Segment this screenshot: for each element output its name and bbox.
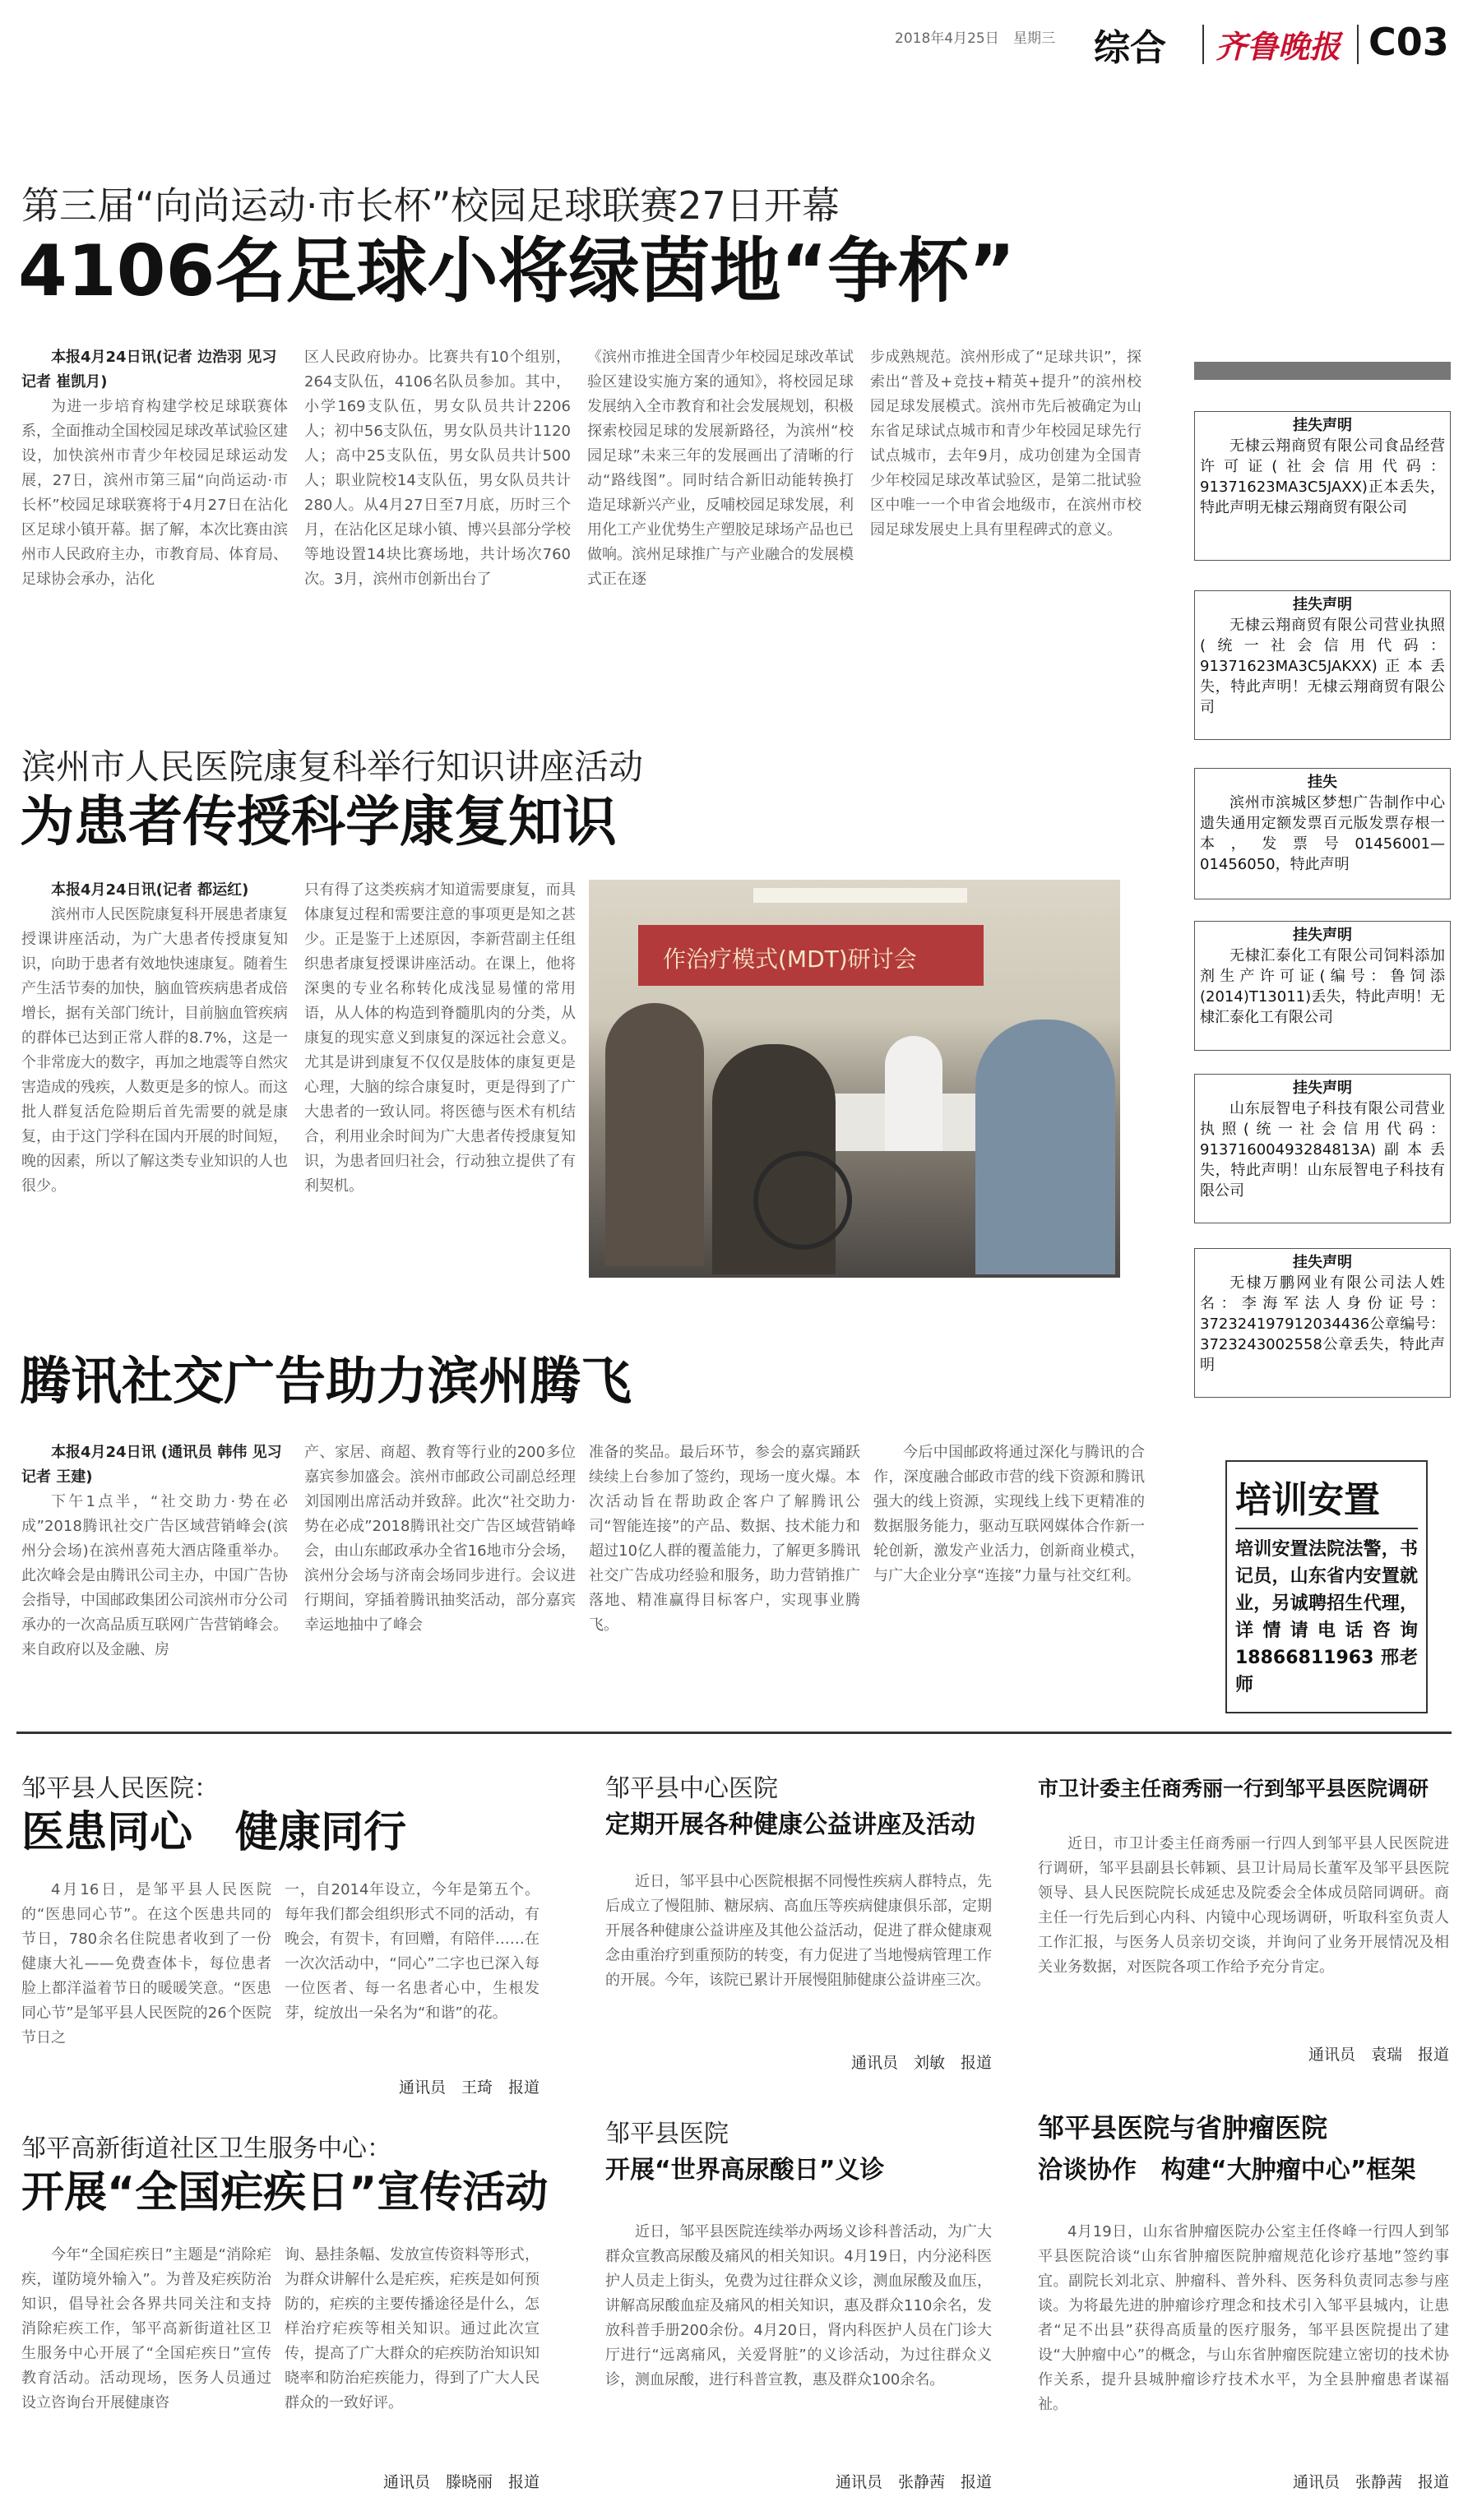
meeting-banner <box>638 925 984 986</box>
zp-b-col2: 询、悬挂条幅、发放宣传资料等形式，为群众讲解什么是疟疾，疟疾是如何预防的，疟疾的主要传播途径是什么，怎样治疗疟疾等相关知识。通过此次宣传，提高了广大群众的疟疾防治知识知晓率和防治疟疾能力，得到了广大人民群众的一致好评。 <box>285 2246 540 2411</box>
story3-col1 <box>21 1440 288 1720</box>
zp-c-kicker: 邹平县中心医院 <box>605 1774 778 1803</box>
notice-title: 挂失声明 <box>1293 596 1352 613</box>
notice-box <box>1194 768 1451 899</box>
story2-headline: 为患者传授科学康复知识 <box>20 790 617 853</box>
notice-column-bar <box>1194 362 1451 380</box>
doctor-figure <box>885 1036 942 1151</box>
story3-col4: 今后中国邮政将通过深化与腾讯的合作，深度融合邮政市营的线下资源和腾讯强大的线上资源，实现线上线下更精准的数据服务能力，驱动互联网媒体合作新一轮创新，激发产业活力，创新商业模式，与广大企业分享“连接”力量与社交红利。 <box>873 1444 1145 1584</box>
zp-f-body: 4月19日，山东省肿瘤医院办公室主任佟峰一行四人到邹平县医院洽谈“山东省肿瘤医院肿瘤规范化诊疗基地”签约事宜。副院长刘北京、肿瘤科、普外科、医务科负责同志参与座谈。为将最先进的肿瘤诊疗理念和技术引入邹平县城内，让患者“足不出县”获得高质量的医疗服务，邹平县医院提出了建设“大肿瘤中心”的概念，与山东省肿瘤医院建立密切的技术协作关系，提升县城肿瘤诊疗技术水平，为全县肿瘤患者谋福祉。 <box>1038 2223 1449 2413</box>
zp-a-credit: 通讯员 王琦 报道 <box>398 2078 540 2097</box>
masthead <box>0 0 1468 78</box>
section-rule <box>16 1732 1452 1734</box>
zp-a-col2: 一，自2014年设立，今年是第五个。每年我们都会组织形式不同的活动，有晚会，有贺卡，有回赠，有陪伴……在一次次活动中，“同心”二字也已深入每一位医者、每一名患者心中，生根发芽，绽放出一朵名为“和谐”的花。 <box>285 1881 540 2022</box>
story3-headline: 腾讯社交广告助力滨州腾飞 <box>20 1351 632 1411</box>
zp-f-kicker: 邹平县医院与省肿瘤医院 <box>1038 2112 1328 2143</box>
story2-byline: 本报4月24日讯(记者 都运红) <box>51 881 249 899</box>
notice-body: 滨州市滨城区梦想广告制作中心遗失通用定额发票百元版发票存根一本，发票号01456001—01456050，特此声明 <box>1200 794 1445 873</box>
notice-title: 挂失声明 <box>1293 1254 1352 1271</box>
paper-logo: 齐鲁晚报 <box>1216 28 1341 65</box>
notice-title: 挂失声明 <box>1293 1080 1352 1097</box>
story1-col2: 区人民政府协办。比赛共有10个组别，264支队伍，4106名队员参加。其中，小学169支队伍，男女队员共计2206人；初中56支队伍，男女队员共计1120人；高中25支队伍，男女队员共计500人；职业院校14支队伍，男女队员共计280人。从4月27日至7月底，历时三个月，在沾化区足球小镇、博兴县部分学校等地设置14块比赛场地，共计场次760次。3月，滨州市创新出台了 <box>304 349 571 588</box>
story1-col4: 步成熟规范。滨州形成了“足球共识”，探索出“普及+竞技+精英+提升”的滨州校园足球发展模式。滨州市先后被确定为山东省足球试点城市和青少年校园足球先行试点城市，去年9月，成功创建为全国青少年校园足球改革试验区，是第二批试验区中唯一一个申省会地级市，在滨州市校园足球发展史上具有里程碑式的意义。 <box>870 349 1142 539</box>
story2-col2: 只有得了这类疾病才知道需要康复，而具体康复过程和需要注意的事项更是知之甚少。正是鉴于上述原因，李新营副主任组织患者康复授课讲座活动。在课上，他将深奥的专业名称转化成浅显易懂的常用语，从人体的构造到脊髓肌肉的分类，从康复的现实意义到康复的深远社会意义。尤其是讲到康复不仅仅是肢体的康复更是心理，大脑的综合康复时，更是得到了广大患者的一致认同。将医德与医术有机结合，利用业余时间为广大患者传授康复知识，为患者回归社会，行动独立提供了有利契机。 <box>304 881 576 1195</box>
zp-d-headline: 开展“世界高尿酸日”义诊 <box>605 2156 885 2185</box>
wheelchair-wheel <box>753 1151 852 1250</box>
notice-title: 挂失声明 <box>1293 927 1352 944</box>
zp-b-col1: 今年“全国疟疾日”主题是“消除疟疾，谨防境外输入”。为普及疟疾防治知识，倡导社会各界共同关注和支持消除疟疾工作，邹平高新街道社区卫生服务中心开展了“全国疟疾日”宣传教育活动。活动现场，医务人员通过设立咨询台开展健康咨 <box>21 2246 271 2411</box>
notice-title: 挂失 <box>1308 774 1337 791</box>
story1-kicker: 第三届“向尚运动·市长杯”校园足球联赛27日开幕 <box>21 183 840 228</box>
story2-col1 <box>21 878 288 1339</box>
patient-figure <box>605 1003 704 1266</box>
story1-headline: 4106名足球小将绿茵地“争杯” <box>18 230 1016 312</box>
zp-d-credit: 通讯员 张静茜 报道 <box>835 2473 992 2491</box>
training-ad-body: 培训安置法院法警，书记员，山东省内安置就业，另诚聘招生代理，详情请电话咨询18866811963 邢老师 <box>1235 1539 1418 1695</box>
zp-b-kicker: 邹平高新街道社区卫生服务中心： <box>21 2134 391 2163</box>
zp-b-credit: 通讯员 滕晓丽 报道 <box>382 2473 540 2491</box>
section-name: 综合 <box>1094 27 1166 69</box>
story3-byline: 本报4月24日讯 (通讯员 韩伟 见习记者 王建) <box>21 1444 282 1486</box>
zp-e-body: 近日，市卫计委主任商秀丽一行四人到邹平县人民医院进行调研，邹平县副县长韩颖、县卫计局局长董军及邹平县医院领导、县人民医院院长成延忠及院委会全体成员陪同调研。商主任一行先后到心内科、内镜中心现场调研，听取科室负责人工作汇报，与医务人员亲切交谈，并询问了业务开展情况及相关业务数据，对医院各项工作给予充分肯定。 <box>1038 1835 1449 1976</box>
training-ad-title: 培训安置 <box>1235 1470 1418 1529</box>
zp-c-headline: 定期开展各种健康公益讲座及活动 <box>605 1810 975 1839</box>
zp-e-headline: 市卫计委主任商秀丽一行到邹平县医院调研 <box>1038 1777 1429 1801</box>
zp-a-headline: 医患同心 健康同行 <box>21 1808 407 1857</box>
notice-box <box>1194 1248 1451 1398</box>
notice-body: 无棣云翔商贸有限公司食品经营许可证(社会信用代码：91371623MA3C5JAXX)正本丢失，特此声明无棣云翔商贸有限公司 <box>1200 437 1445 516</box>
issue-date: 2018年4月25日 <box>895 30 999 47</box>
zp-a-col1: 4月16日，是邹平县人民医院的“医患同心节”。在这个医患共同的节日，780余名住院患者收到了一份健康大礼——免费查体卡，每位患者脸上都洋溢着节日的暖暖笑意。“医患同心节”是邹平县人民医院的26个医院节日之 <box>21 1881 271 2046</box>
notice-box <box>1194 590 1451 740</box>
patient-figure <box>975 1020 1115 1274</box>
zp-f-headline: 洽谈协作 构建“大肿瘤中心”框架 <box>1038 2156 1416 2185</box>
issue-weekday: 星期三 <box>1013 30 1055 47</box>
story1-col3: 《滨州市推进全国青少年校园足球改革试验区建设实施方案的通知》，将校园足球发展纳入全市教育和社会发展规划，积极探索校园足球的发展新路径，为滨州“校园足球”未来三年的发展画出了清晰的行动“路线图”。同时结合新旧动能转换打造足球新兴产业，反哺校园足球发展，利用化工产业优势生产塑胶足球场产品也已做响。滨州足球推广与产业融合的发展模式正在逐 <box>587 349 854 588</box>
zp-a-kicker: 邹平县人民医院： <box>21 1774 219 1803</box>
zp-b-headline: 开展“全国疟疾日”宣传活动 <box>21 2168 549 2217</box>
banner-text: 作治疗模式(MDT)研讨会 <box>663 946 917 973</box>
zp-f-credit: 通讯员 张静茜 报道 <box>1292 2473 1449 2491</box>
notice-box <box>1194 1074 1451 1223</box>
story3-col2: 产、家居、商超、教育等行业的200多位嘉宾参加盛会。滨州市邮政公司副总经理刘国刚出席活动并致辞。此次“社交助力·势在必成”2018腾讯社交广告区域营销峰会，由山东邮政承办全省16地市分会场，滨州分会场与济南会场同步进行。会议进行期间，穿插着腾讯抽奖活动，部分嘉宾幸运地抽中了峰会 <box>304 1444 576 1634</box>
notice-body: 无棣万鹏网业有限公司法人姓名：李海军法人身份证号：372324197912034436公章编号：3723243002558公章丢失，特此声明 <box>1200 1274 1445 1374</box>
notice-body: 山东辰智电子科技有限公司营业执照(统一社会信用代码：91371600493284813A)副本丢失，特此声明！山东辰智电子科技有限公司 <box>1200 1100 1445 1200</box>
ceiling-light <box>753 888 967 903</box>
zp-d-body: 近日，邹平县医院连续举办两场义诊科普活动，为广大群众宣教高尿酸及痛风的相关知识。4月19日，内分泌科医护人员走上街头，免费为过往群众义诊，测血尿酸及血压，讲解高尿酸血症及痛风的相关知识，惠及群众110余名，发放科普手册200余份。4月20日，肾内科医护人员在门诊大厅进行“远离痛风，关爱肾脏”的义诊活动，为过往群众义诊，测血尿酸，进行科普宣教，惠及群众100余名。 <box>605 2223 992 2388</box>
divider-line <box>1202 25 1204 64</box>
story1-text: 为进一步培育构建学校足球联赛体系，全面推动全国校园足球改革试验区建设，加快滨州市青少年校园足球运动发展，27日，滨州市第三届“向尚运动·市长杯”校园足球联赛将于4月27日在沾化区足球小镇开幕。据了解，本次比赛由滨州市人民政府主办，市教育局、体育局、足球协会承办，沾化 <box>21 398 288 588</box>
story2-kicker: 滨州市人民医院康复科举行知识讲座活动 <box>21 747 644 787</box>
story1-col1 <box>21 345 288 682</box>
notice-box <box>1194 411 1451 561</box>
zp-e-credit: 通讯员 袁瑞 报道 <box>1308 2046 1449 2064</box>
notice-body: 无棣汇泰化工有限公司饲料添加剂生产许可证(编号：鲁饲添(2014)T13011)丢失，特此声明！无棣汇泰化工有限公司 <box>1200 947 1445 1026</box>
zp-c-credit: 通讯员 刘敏 报道 <box>850 2054 992 2072</box>
training-ad <box>1225 1460 1428 1713</box>
notice-box <box>1194 921 1451 1051</box>
story3-col3: 准备的奖品。最后环节，参会的嘉宾踊跃续续上台参加了签约，现场一度火爆。本次活动旨在帮助政企客户了解腾讯公司“智能连接”的产品、数据、技术能力和超过10亿人群的覆盖能力，了解更多腾讯社交广告成功经验和服务，助力营销推广落地、精准赢得目标客户，实现事业腾飞。 <box>589 1444 860 1634</box>
story3-text: 下午1点半，“社交助力·势在必成”2018腾讯社交广告区域营销峰会(滨州分会场)在滨州喜苑大酒店隆重举办。此次峰会是由腾讯公司主办，中国广告协会指导，中国邮政集团公司滨州市分公司承办的一次高品质互联网广告营销峰会。来自政府以及金融、房 <box>21 1493 288 1658</box>
page-number: C03 <box>1368 20 1449 64</box>
story2-text: 滨州市人民医院康复科开展患者康复授课讲座活动，为广大患者传授康复知识，向助于患者有效地快速康复。随着生产生活节奏的加快，脑血管疾病患者成倍增长，据有关部门统计，目前脑血管疾病的群体已达到正常人群的8.7%，这是一个非常庞大的数字，再加之地震等自然灾害造成的残疾，人数更是多的惊人。而这批人群复活危险期后首先需要的就是康复，由于这门学科在国内开展的时间短，晚的因素，所以了解这类专业知识的人也很少。 <box>21 906 288 1195</box>
divider-line <box>1357 25 1359 64</box>
zp-d-kicker: 邹平县医院 <box>605 2120 729 2148</box>
zp-c-body: 近日，邹平县中心医院根据不同慢性疾病人群特点，先后成立了慢阻肺、糖尿病、高血压等疾病健康俱乐部，定期开展各种健康公益讲座及其他公益活动，促进了群众健康观念由重治疗到重预防的转变，有力促进了当地慢病管理工作的开展。今年，该院已累计开展慢阻肺健康公益讲座三次。 <box>605 1873 992 1989</box>
notice-title: 挂失声明 <box>1293 417 1352 434</box>
story2-photo <box>589 880 1120 1278</box>
notice-body: 无棣云翔商贸有限公司营业执照(统一社会信用代码：91371623MA3C5JAKXX)正本丢失，特此声明！无棣云翔商贸有限公司 <box>1200 617 1445 716</box>
story1-byline: 本报4月24日讯(记者 边浩羽 见习记者 崔凯月) <box>21 349 277 391</box>
